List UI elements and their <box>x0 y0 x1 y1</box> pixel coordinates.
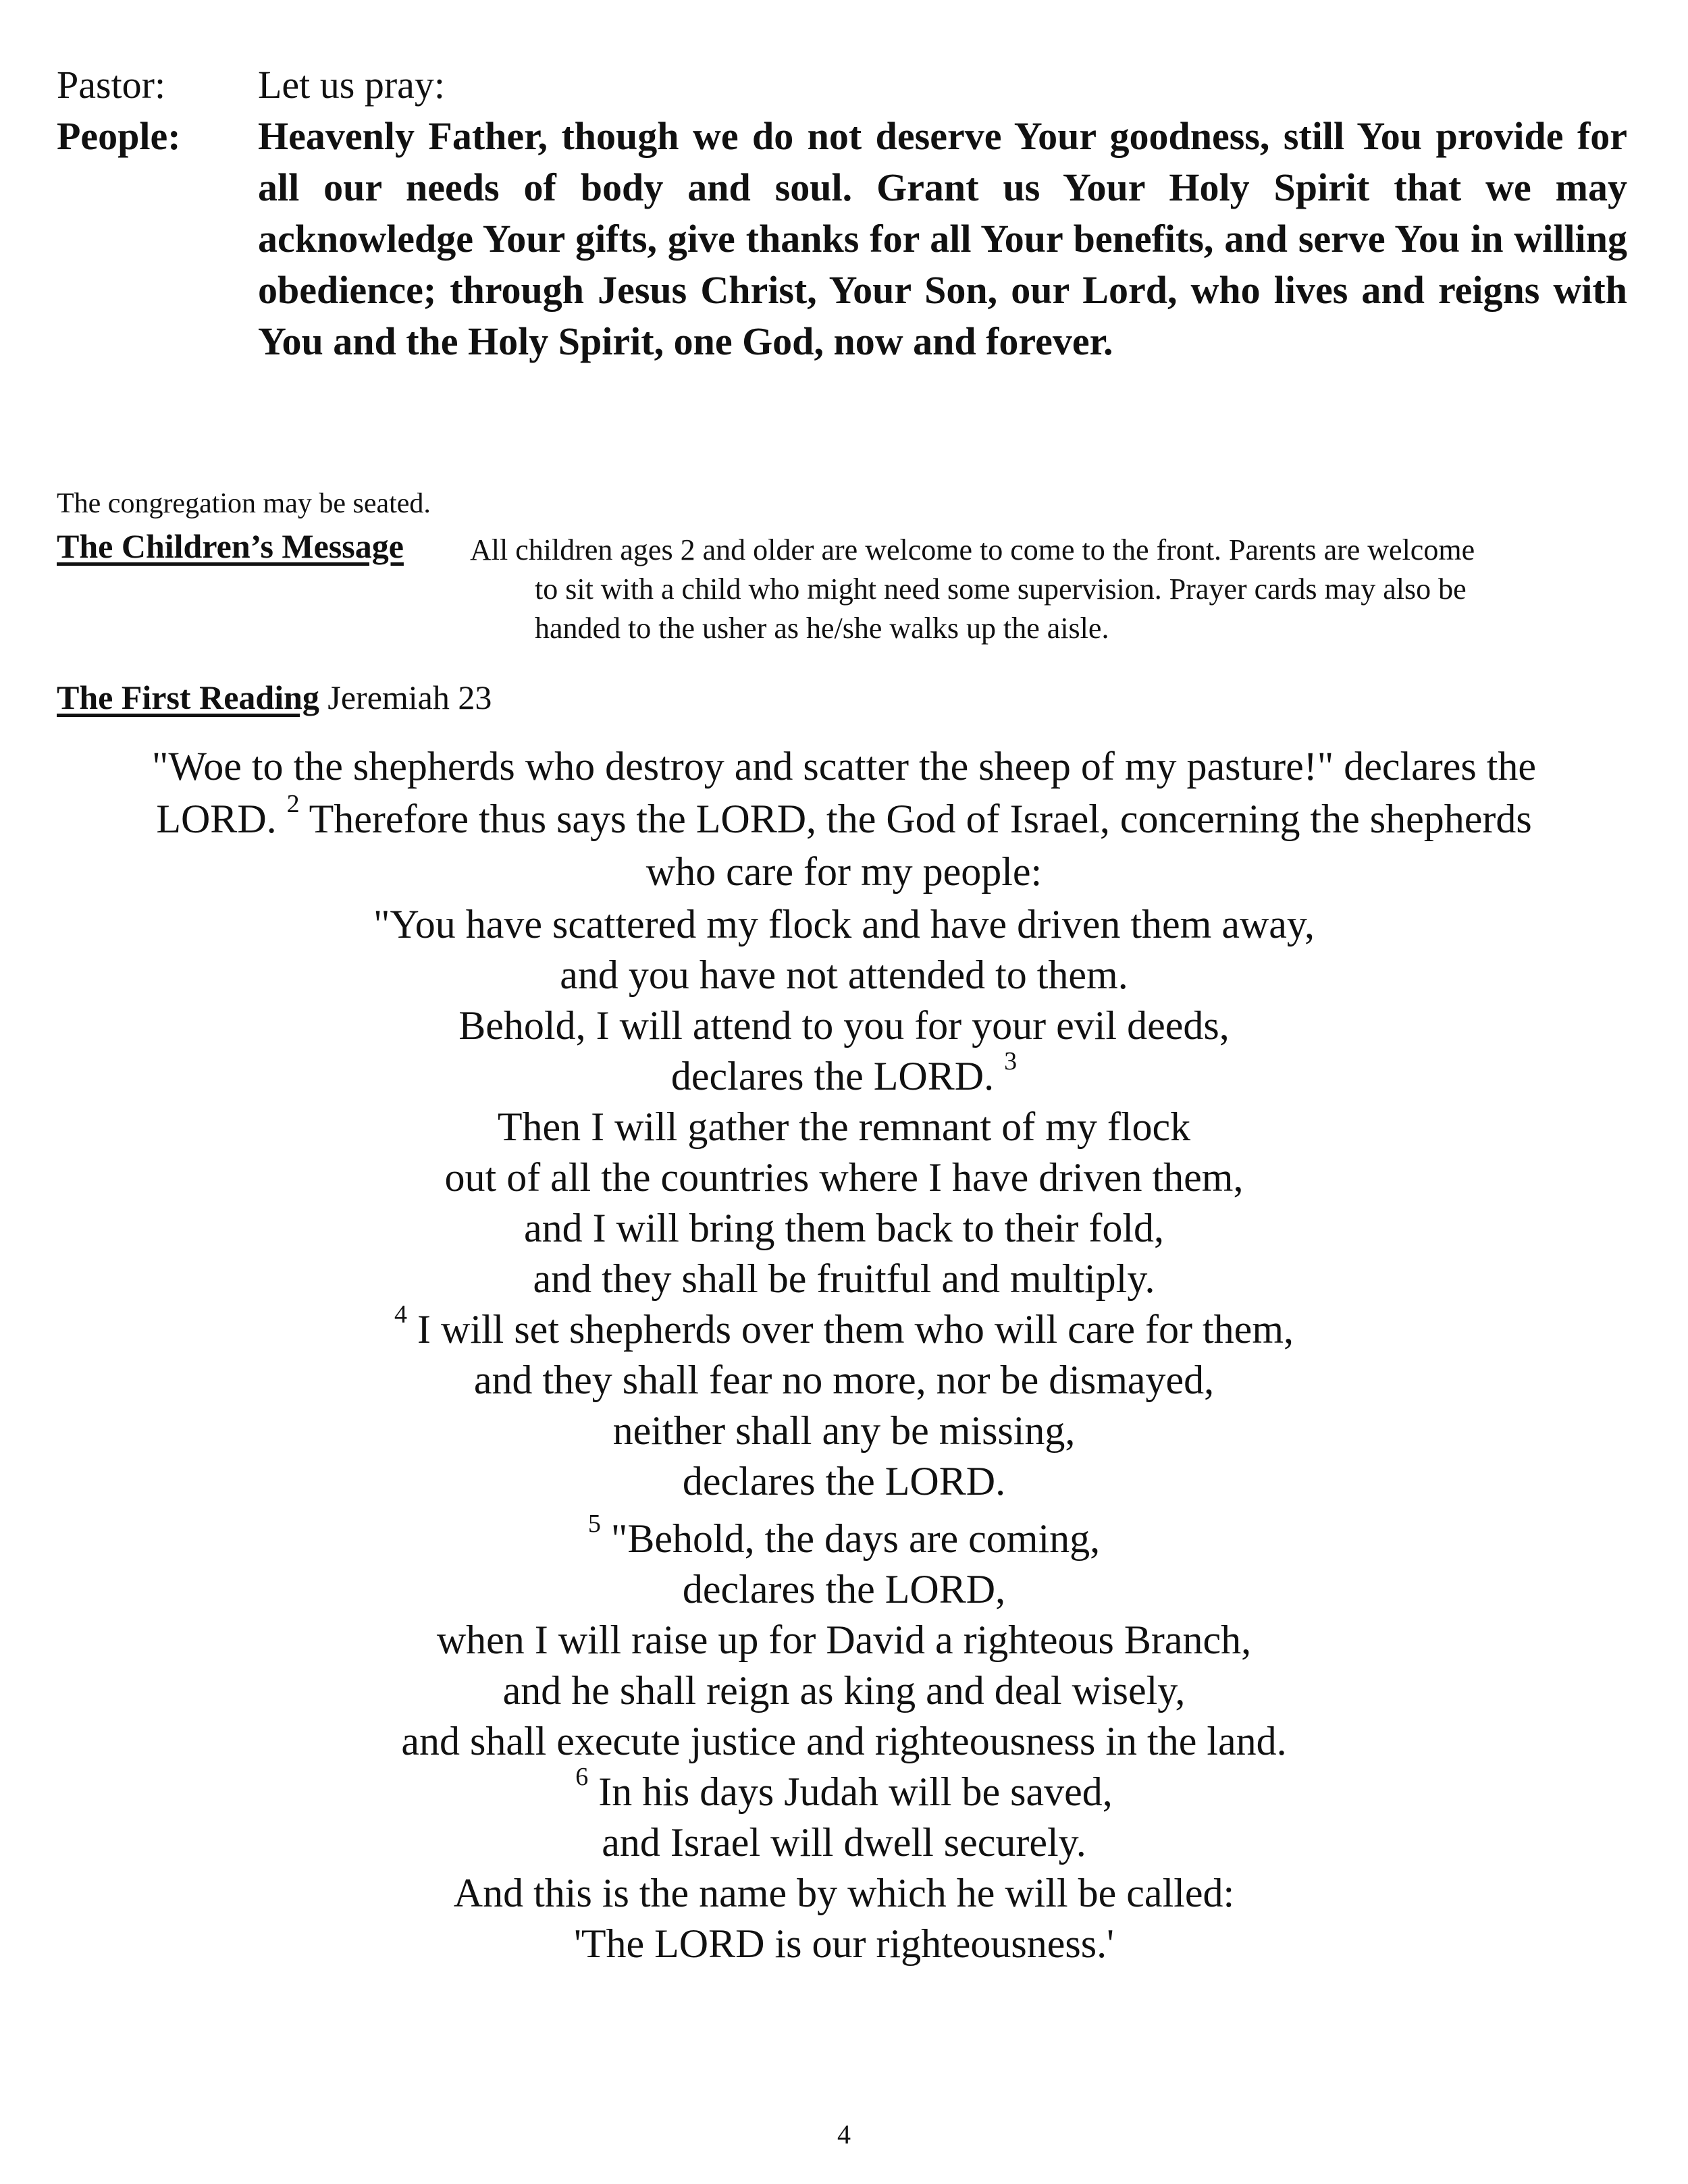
verse-number-2: 2 <box>286 790 300 818</box>
verse-line: and Israel will dwell securely. <box>602 1820 1086 1865</box>
verse-number-4: 4 <box>394 1300 408 1329</box>
verse-line: "You have scattered my flock and have driven them away, <box>373 902 1315 947</box>
verse-line <box>57 1300 1631 1353</box>
reading-intro <box>57 740 1631 898</box>
childrens-message-heading: The Children’s Message <box>57 527 404 565</box>
reading-intro-line3: who care for my people: <box>645 849 1043 894</box>
verse-line: when I will raise up for David a righteous Branch, <box>436 1618 1252 1662</box>
verse-line <box>57 1047 1631 1100</box>
people-label: People: <box>57 114 181 158</box>
verse-line: Behold, I will attend to you for your evil deeds, <box>458 1003 1230 1048</box>
verse-line <box>57 1763 1631 1815</box>
first-reading-header <box>57 678 492 717</box>
verse-line-text: In his days Judah will be saved, <box>598 1769 1113 1814</box>
page-number: 4 <box>837 2119 851 2150</box>
childrens-message-line3: handed to the usher as he/she walks up the aisle. <box>535 612 1109 645</box>
childrens-message-line2: to sit with a child who might need some supervision. Prayer cards may also be <box>535 572 1467 606</box>
verse-line: 'The LORD is our righteousness.' <box>574 1921 1114 1966</box>
verse-line: declares the LORD. <box>682 1459 1006 1503</box>
verse-line: neither shall any be missing, <box>612 1408 1076 1453</box>
reading-intro-line2-end: Therefore thus says the LORD, the God of Israel, concerning the shepherds <box>309 797 1532 841</box>
reading-intro-line2 <box>57 790 1631 845</box>
first-reading-reference: Jeremiah 23 <box>327 678 492 716</box>
verse-number-3: 3 <box>1004 1047 1018 1075</box>
verse-number-6: 6 <box>575 1763 589 1791</box>
verse-line: declares the LORD, <box>682 1567 1006 1612</box>
first-reading-heading: The First Reading <box>57 678 319 716</box>
verse-line: Then I will gather the remnant of my flock <box>497 1104 1191 1149</box>
pastor-text: Let us pray: <box>258 63 446 107</box>
reading-intro-line2-start: LORD. <box>156 797 277 841</box>
verse-line: and he shall reign as king and deal wisely, <box>502 1668 1186 1713</box>
childrens-message-instructions <box>470 531 1598 648</box>
verse-line-text: I will set shepherds over them who will care for them, <box>417 1307 1294 1352</box>
childrens-message-line1: All children ages 2 and older are welcome to come to the front. Parents are welcome <box>470 533 1475 566</box>
verse-line: and they shall be fruitful and multiply. <box>533 1256 1155 1301</box>
seated-note: The congregation may be seated. <box>57 488 431 519</box>
pastor-label: Pastor: <box>57 63 166 107</box>
verse-line: and I will bring them back to their fold, <box>523 1206 1165 1250</box>
reading-intro-line1: "Woe to the shepherds who destroy and scatter the sheep of my pasture!" declares the <box>151 744 1537 789</box>
verse-line-text: "Behold, the days are coming, <box>610 1516 1101 1561</box>
verse-line: and they shall fear no more, nor be dismayed, <box>473 1358 1215 1402</box>
verse-line: and you have not attended to them. <box>560 953 1128 997</box>
verse-line-text: declares the LORD. <box>670 1054 995 1098</box>
verse-number-5: 5 <box>587 1510 601 1538</box>
verse-line: out of all the countries where I have driven them, <box>444 1155 1244 1200</box>
people-prayer-text: Heavenly Father, though we do not deserve Your goodness, still You provide for all our needs of body and soul. Grant us Your Holy Spirit that we may acknowledge Your gifts, give thanks for all Your benefits, and serve You in willing obedience; through Jesus Christ, Your Son, our Lord, who lives and reigns with You and the Holy Spirit, one God, now and forever. <box>258 114 1627 363</box>
verse-line <box>57 1510 1631 1562</box>
verse-line: And this is the name by which he will be called: <box>453 1871 1235 1915</box>
verse-line: and shall execute justice and righteousness in the land. <box>401 1719 1287 1763</box>
